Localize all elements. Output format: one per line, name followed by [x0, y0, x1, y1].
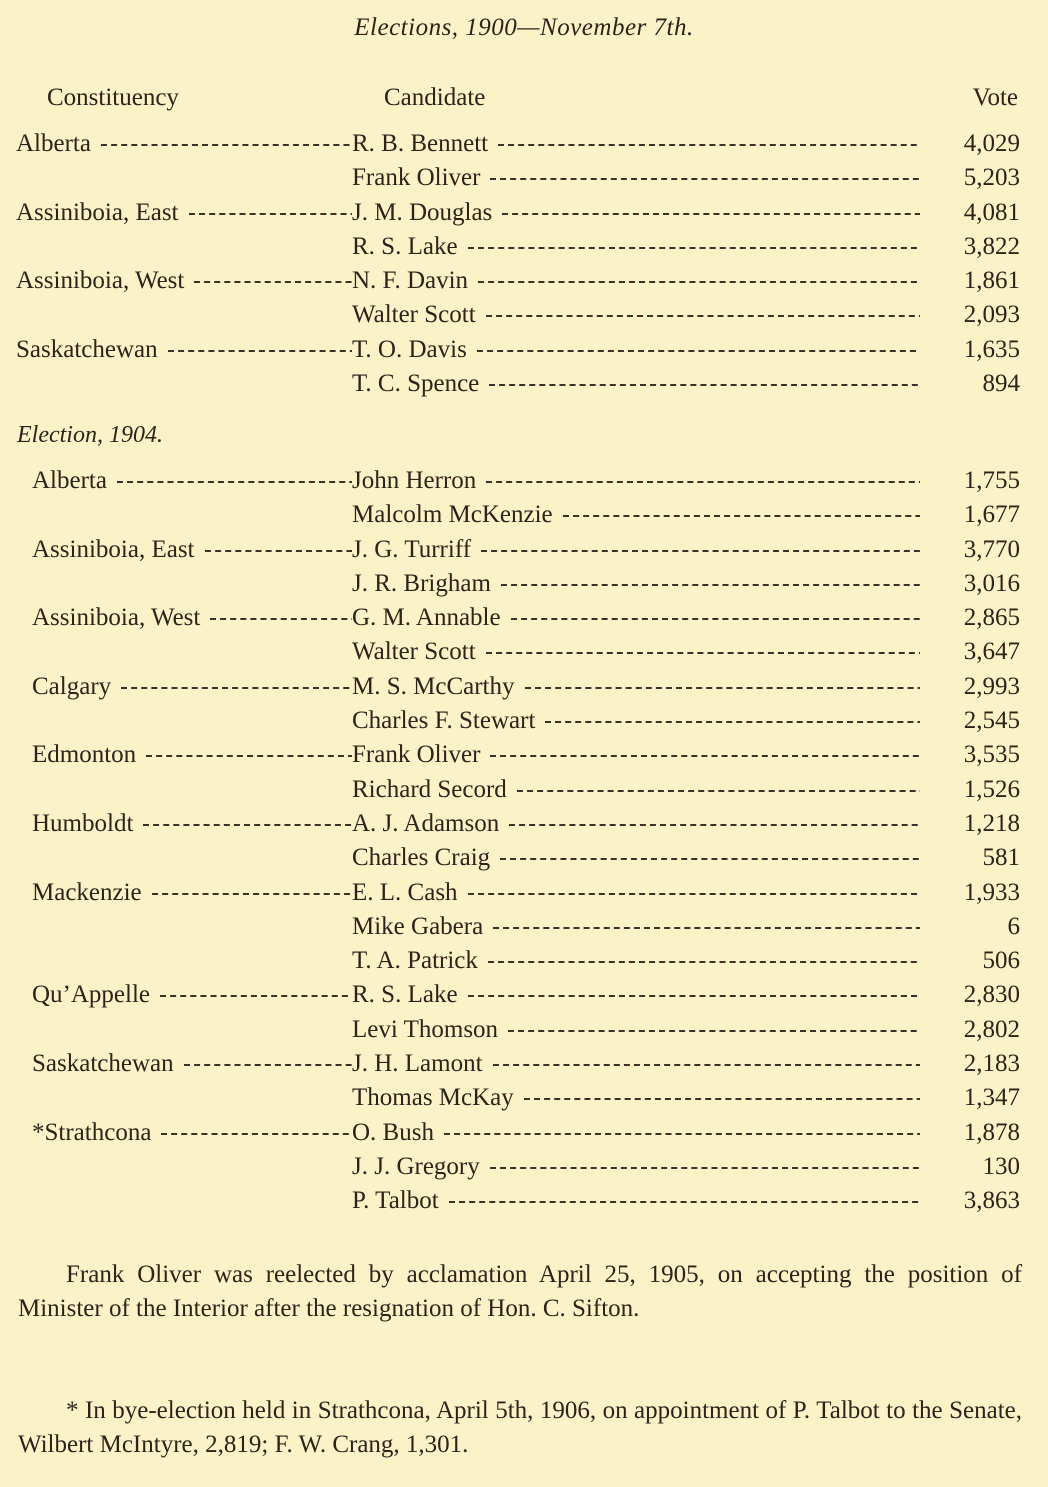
table-row [0, 981, 1048, 1015]
candidate-cell [352, 1119, 920, 1147]
vote-count: 4,081 [963, 198, 1020, 226]
candidate-cell [352, 570, 920, 598]
table-row [0, 707, 1048, 741]
constituency-name: Mackenzie [32, 878, 142, 906]
vote-count: 5,203 [963, 164, 1020, 192]
dot-leader [468, 247, 920, 249]
dot-leader [490, 178, 920, 180]
constituency-cell [32, 467, 352, 495]
constituency-cell [32, 981, 352, 1009]
table-row [0, 947, 1048, 981]
dot-leader [509, 824, 920, 826]
dot-leader [444, 1133, 920, 1135]
dot-leader [490, 755, 920, 757]
vote-count: 1,526 [963, 775, 1020, 803]
dot-leader [511, 618, 920, 620]
candidate-cell [352, 741, 920, 769]
vote-count: 130 [982, 1152, 1020, 1180]
table-row [0, 1187, 1048, 1221]
dot-leader [189, 213, 353, 215]
vote-count: 1,755 [963, 467, 1020, 494]
dot-leader [468, 893, 920, 895]
candidate-name: G. M. Annable [352, 604, 501, 632]
candidate-name: Charles Craig [352, 844, 491, 872]
dot-leader [493, 927, 920, 929]
table-row [0, 267, 1048, 301]
constituency-cell [32, 1119, 352, 1147]
table-row [0, 638, 1048, 672]
vote-count: 2,993 [963, 672, 1020, 700]
table-row [0, 913, 1048, 947]
candidate-cell [352, 1153, 920, 1181]
candidate-name: R. S. Lake [352, 232, 458, 260]
results-table-1900 [0, 130, 1048, 404]
candidate-cell [352, 638, 920, 666]
candidate-cell [352, 370, 920, 398]
candidate-cell [352, 981, 920, 1009]
candidate-name: Thomas McKay [352, 1084, 514, 1112]
constituency-cell [32, 879, 352, 907]
constituency-name: Humboldt [32, 809, 134, 837]
column-header-vote: Vote [972, 84, 1018, 111]
candidate-name: J. G. Turriff [352, 535, 472, 563]
page-title: Elections, 1900—November 7th. [354, 14, 694, 41]
vote-count: 506 [982, 947, 1020, 975]
candidate-name: T. C. Spence [352, 370, 480, 398]
constituency-cell [16, 130, 352, 158]
candidate-cell [352, 1187, 920, 1215]
candidate-cell [352, 164, 920, 192]
constituency-cell [32, 604, 352, 632]
dot-leader [502, 213, 920, 215]
constituency-name: Assiniboia, East [16, 198, 179, 226]
candidate-cell [352, 536, 920, 564]
vote-count: 2,802 [963, 1015, 1020, 1043]
vote-count: 3,647 [963, 638, 1020, 666]
vote-count: 2,093 [963, 301, 1020, 329]
constituency-cell [32, 741, 352, 769]
candidate-name: R. B. Bennett [352, 130, 489, 157]
table-row [0, 1153, 1048, 1187]
dot-leader [498, 144, 920, 146]
dot-leader [493, 1064, 920, 1066]
column-header-constituency: Constituency [47, 84, 179, 111]
constituency-cell [16, 336, 352, 364]
footnote: * In bye-election held in Strathcona, April 5th, 1906, on appointment of P. Talbot to the Senate, Wilbert McIntyre, 2,819; F. W. Crang, 1,301. [18, 1397, 1022, 1458]
candidate-cell [352, 1016, 920, 1044]
constituency-cell [32, 810, 352, 838]
dot-leader [477, 350, 920, 352]
constituency-name: Alberta [16, 130, 91, 157]
dot-leader [168, 350, 352, 352]
dot-leader [101, 144, 352, 146]
constituency-name: Saskatchewan [32, 1050, 174, 1078]
table-row [0, 1119, 1048, 1153]
constituency-name: Alberta [32, 467, 107, 494]
table-row [0, 741, 1048, 775]
constituency-name: Saskatchewan [16, 335, 158, 363]
vote-count: 1,677 [963, 501, 1020, 529]
candidate-cell [352, 1050, 920, 1078]
constituency-name: Assiniboia, East [32, 535, 195, 563]
candidate-name: J. M. Douglas [352, 198, 493, 226]
dot-leader [508, 1030, 920, 1032]
candidate-name: T. A. Patrick [352, 947, 478, 975]
candidate-cell [352, 604, 920, 632]
candidate-name: J. J. Gregory [352, 1152, 480, 1180]
vote-count: 1,347 [963, 1084, 1020, 1112]
vote-count: 3,770 [963, 535, 1020, 563]
candidate-cell [352, 776, 920, 804]
candidate-cell [352, 336, 920, 364]
dot-leader [500, 858, 920, 860]
candidate-name: J. H. Lamont [352, 1050, 483, 1078]
dot-leader [194, 281, 352, 283]
table-row [0, 164, 1048, 198]
dot-leader [117, 481, 352, 483]
candidate-name: Malcolm McKenzie [352, 501, 553, 529]
constituency-name: *Strathcona [32, 1118, 152, 1146]
dot-leader [486, 481, 920, 483]
constituency-cell [16, 199, 352, 227]
candidate-name: Frank Oliver [352, 741, 481, 769]
candidate-name: A. J. Adamson [352, 809, 500, 837]
candidate-name: Richard Secord [352, 775, 507, 803]
candidate-cell [352, 673, 920, 701]
table-row [0, 844, 1048, 878]
table-row [0, 673, 1048, 707]
dot-leader [160, 995, 352, 997]
candidate-name: Frank Oliver [352, 164, 481, 192]
candidate-cell [352, 947, 920, 975]
dot-leader [146, 755, 352, 757]
dot-leader [486, 315, 920, 317]
dot-leader [545, 721, 920, 723]
vote-count: 581 [982, 844, 1020, 872]
dot-leader [481, 550, 920, 552]
vote-count: 2,545 [963, 707, 1020, 735]
constituency-cell [32, 673, 352, 701]
candidate-cell [352, 810, 920, 838]
candidate-cell [352, 707, 920, 735]
candidate-name: J. R. Brigham [352, 569, 491, 597]
column-header-candidate: Candidate [384, 84, 486, 111]
candidate-name: T. O. Davis [352, 335, 467, 363]
dot-leader [184, 1064, 352, 1066]
candidate-cell [352, 267, 920, 295]
table-row [0, 1084, 1048, 1118]
candidate-name: E. L. Cash [352, 878, 458, 906]
candidate-cell [352, 199, 920, 227]
vote-count: 4,029 [963, 130, 1020, 157]
dot-leader [524, 1098, 920, 1100]
candidate-cell [352, 301, 920, 329]
candidate-cell [352, 844, 920, 872]
table-row [0, 879, 1048, 913]
candidate-cell [352, 913, 920, 941]
dot-leader [210, 618, 352, 620]
dot-leader [517, 790, 920, 792]
vote-count: 1,635 [963, 335, 1020, 363]
candidate-name: Walter Scott [352, 301, 476, 329]
table-row [0, 1016, 1048, 1050]
table-row [0, 130, 1048, 164]
candidate-name: Walter Scott [352, 638, 476, 666]
constituency-cell [32, 1050, 352, 1078]
dot-leader [501, 584, 920, 586]
dot-leader [449, 1201, 920, 1203]
vote-count: 6 [1007, 912, 1020, 940]
candidate-name: P. Talbot [352, 1187, 439, 1215]
table-row [0, 336, 1048, 370]
dot-leader [563, 515, 920, 517]
table-row [0, 467, 1048, 501]
constituency-cell [32, 536, 352, 564]
candidate-cell [352, 130, 920, 158]
vote-count: 2,865 [963, 604, 1020, 632]
dot-leader [205, 550, 353, 552]
candidate-cell [352, 1084, 920, 1112]
candidate-cell [352, 879, 920, 907]
dot-leader [161, 1133, 352, 1135]
constituency-cell [16, 267, 352, 295]
dot-leader [488, 961, 920, 963]
candidate-name: O. Bush [352, 1118, 434, 1146]
vote-count: 3,863 [963, 1187, 1020, 1215]
candidate-cell [352, 233, 920, 261]
candidate-name: Levi Thomson [352, 1015, 499, 1043]
results-table-1904 [0, 467, 1048, 1222]
vote-count: 3,016 [963, 569, 1020, 597]
vote-count: 1,878 [963, 1118, 1020, 1146]
table-row [0, 604, 1048, 638]
table-row [0, 570, 1048, 604]
table-row [0, 370, 1048, 404]
table-row [0, 233, 1048, 267]
dot-leader [121, 687, 352, 689]
vote-count: 3,822 [963, 232, 1020, 260]
section-label-1904: Election, 1904. [17, 422, 163, 448]
candidate-name: N. F. Davin [352, 267, 469, 295]
vote-count: 1,933 [963, 878, 1020, 906]
dot-leader [143, 824, 352, 826]
table-row [0, 776, 1048, 810]
candidate-name: John Herron [352, 467, 477, 494]
candidate-name: M. S. McCarthy [352, 672, 515, 700]
vote-count: 2,830 [963, 981, 1020, 1009]
table-row [0, 810, 1048, 844]
table-row [0, 1050, 1048, 1084]
dot-leader [525, 687, 921, 689]
dot-leader [468, 995, 920, 997]
constituency-name: Qu’Appelle [32, 981, 151, 1009]
constituency-name: Edmonton [32, 741, 137, 769]
acclamation-note: Frank Oliver was reelected by acclamation April 25, 1905, on accepting the position of Minister of the Interior after the resignation of Hon. C. Sifton. [18, 1261, 1022, 1322]
dot-leader [152, 893, 352, 895]
dot-leader [486, 652, 920, 654]
vote-count: 1,861 [963, 267, 1020, 295]
candidate-cell [352, 467, 920, 495]
candidate-name: R. S. Lake [352, 981, 458, 1009]
vote-count: 2,183 [963, 1050, 1020, 1078]
table-row [0, 501, 1048, 535]
constituency-name: Assiniboia, West [16, 267, 185, 295]
table-row [0, 301, 1048, 335]
vote-count: 1,218 [963, 809, 1020, 837]
dot-leader [478, 281, 920, 283]
dot-leader [489, 384, 920, 386]
table-row [0, 199, 1048, 233]
candidate-name: Mike Gabera [352, 912, 484, 940]
candidate-cell [352, 501, 920, 529]
constituency-name: Calgary [32, 672, 112, 700]
dot-leader [490, 1167, 920, 1169]
vote-count: 3,535 [963, 741, 1020, 769]
constituency-name: Assiniboia, West [32, 604, 201, 632]
candidate-name: Charles F. Stewart [352, 707, 536, 735]
vote-count: 894 [982, 370, 1020, 398]
table-row [0, 536, 1048, 570]
